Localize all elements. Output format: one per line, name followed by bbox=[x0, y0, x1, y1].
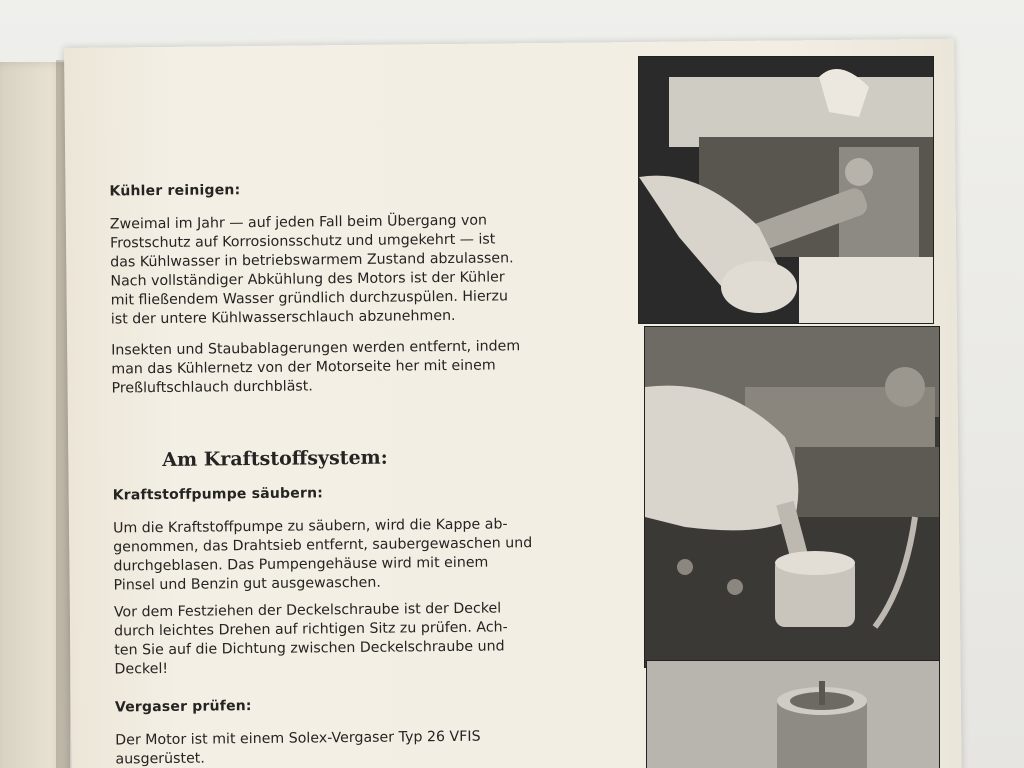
paragraph-kuehler-1 bbox=[110, 210, 631, 329]
radiator-illustration bbox=[639, 57, 933, 323]
text-line: das Kühlwasser in betriebswarmem Zustand abzulassen. bbox=[110, 250, 514, 271]
text-line: durch leichtes Drehen auf richtigen Sitz zu prüfen. Ach- bbox=[114, 619, 508, 640]
paragraph-vergaser-1 bbox=[115, 726, 635, 768]
photo-radiator bbox=[638, 56, 934, 324]
text-line: ausgerüstet. bbox=[115, 750, 205, 768]
text-line: mit fließendem Wasser gründlich durchzuspülen. Hierzu bbox=[110, 288, 508, 309]
text-line: Pinsel und Benzin gut ausgewaschen. bbox=[113, 574, 381, 594]
paragraph-kuehler-2 bbox=[111, 336, 632, 398]
text-line: Deckel! bbox=[114, 660, 169, 678]
text-line: durchgeblasen. Das Pumpengehäuse wird mit einem bbox=[113, 554, 489, 575]
text-line: man das Kühlernetz von der Motorseite her mit einem bbox=[111, 357, 496, 378]
heading-vergaser: Vergaser prüfen: bbox=[114, 698, 252, 716]
text-column bbox=[108, 42, 648, 768]
text-line: Nach vollständiger Abkühlung des Motors ist der Kühler bbox=[110, 269, 505, 290]
text-line: Frostschutz auf Korrosionsschutz und umgekehrt — ist bbox=[109, 231, 496, 252]
text-line: Um die Kraftstoffpumpe zu säubern, wird die Kappe ab- bbox=[112, 516, 508, 537]
text-line: Zweimal im Jahr — auf jeden Fall beim Übergang von bbox=[109, 212, 488, 233]
text-line: Insekten und Staubablagerungen werden entfernt, indem bbox=[111, 338, 521, 359]
text-line: genommen, das Drahtsieb entfernt, saubergewaschen und bbox=[113, 535, 533, 556]
text-line: ist der untere Kühlwasserschlauch abzunehmen. bbox=[110, 307, 456, 328]
section-title-kraftstoff: Am Kraftstoffsystem: bbox=[162, 446, 388, 471]
text-line: Vor dem Festziehen der Deckelschraube ist der Deckel bbox=[113, 600, 502, 621]
heading-kraftstoffpumpe: Kraftstoffpumpe säubern: bbox=[112, 485, 324, 504]
paragraph-kraftstoff-1 bbox=[113, 514, 634, 595]
heading-kuehler: Kühler reinigen: bbox=[109, 182, 241, 200]
paragraph-kraftstoff-2 bbox=[114, 598, 635, 679]
photo-fuel-pump bbox=[644, 326, 940, 668]
text-line: Preßluftschlauch durchbläst. bbox=[111, 378, 313, 397]
photo-carburetor bbox=[646, 660, 940, 768]
fuel-pump-illustration bbox=[645, 327, 939, 667]
text-line: ten Sie auf die Dichtung zwischen Deckelschraube und bbox=[114, 638, 505, 659]
carburetor-illustration bbox=[647, 661, 939, 768]
text-line: Der Motor ist mit einem Solex-Vergaser Typ 26 VFIS bbox=[115, 728, 481, 749]
